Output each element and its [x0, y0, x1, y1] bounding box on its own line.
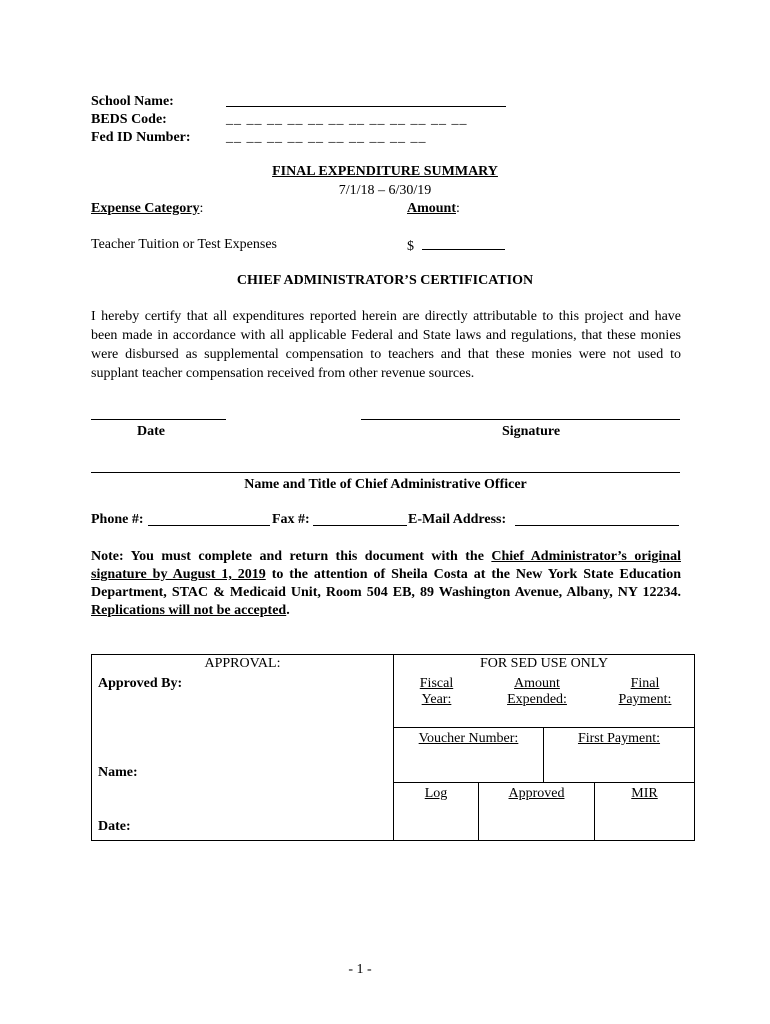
note-text-2: Chief Administrator’s original signature by August 1, 2019 — [91, 549, 681, 582]
note-text-3: to the attention of Sheila Costa at the New York State Education Department, STAC & Medicaid Unit, Room 504 EB, 89 Washington Avenue, Albany, NY 12234. — [91, 567, 681, 600]
note-text-4: Replications will not be accepted — [91, 603, 287, 618]
approval-cell — [92, 655, 394, 841]
summary-dates: 7/1/18 – 6/30/19 — [338, 183, 432, 198]
amount-field[interactable] — [422, 237, 505, 250]
sed-use-header: FOR SED USE ONLY — [479, 656, 609, 671]
approved-label: Approved — [508, 786, 565, 801]
name-title-label: Name and Title of Chief Administrative Officer — [244, 477, 527, 492]
summary-title: FINAL EXPENDITURE SUMMARY — [272, 164, 498, 179]
amount-colon: : — [456, 201, 460, 216]
voucher-number-label: Voucher Number: — [418, 731, 519, 746]
phone-field[interactable] — [148, 525, 270, 526]
log-label: Log — [424, 786, 448, 801]
final-line-1: Final — [630, 676, 660, 691]
sed-use-cell — [394, 655, 695, 728]
note-text-5: . — [286, 603, 290, 618]
phone-label: Phone #: — [91, 512, 144, 527]
fiscal-line-2: Year: — [421, 692, 452, 707]
fed-id-label: Fed ID Number: — [91, 130, 191, 145]
expense-category-label: Expense Category — [91, 201, 200, 216]
signature-line[interactable] — [361, 419, 680, 420]
first-payment-label: First Payment: — [577, 731, 661, 746]
signature-label: Signature — [501, 424, 561, 439]
fiscal-year-label — [394, 676, 479, 708]
date-line[interactable] — [91, 419, 226, 420]
amount-field-wrapper — [407, 237, 505, 255]
beds-code-label: BEDS Code: — [91, 112, 167, 127]
approved-by-label: Approved By: — [98, 676, 183, 691]
amount-line-2: Expended: — [507, 692, 567, 707]
fax-label: Fax #: — [272, 512, 310, 527]
final-line-2: Payment: — [618, 692, 672, 707]
amount-expended-label — [479, 676, 595, 708]
name-title-line[interactable] — [91, 472, 680, 473]
expense-category-header — [91, 201, 203, 217]
dollar-sign: $ — [407, 239, 414, 254]
certification-title: CHIEF ADMINISTRATOR’S CERTIFICATION — [236, 273, 534, 288]
final-payment-label — [595, 676, 695, 708]
first-payment-cell[interactable] — [544, 728, 695, 783]
voucher-cell[interactable] — [394, 728, 544, 783]
fiscal-line-1: Fiscal — [419, 676, 454, 691]
note-text-1: Note: You must complete and return this document with the — [91, 549, 492, 564]
certification-text: I hereby certify that all expenditures reported herein are directly attributable to this project and have been made in accordance with all applicable Federal and State laws and regulations, that these monies were disbursed as supplemental compensation to teachers and that these monies were not used to supplant teacher compensation received from other revenue sources. — [91, 309, 681, 381]
date-label: Date — [137, 424, 165, 439]
approval-name-label: Name: — [98, 765, 138, 780]
fed-id-field[interactable]: __ __ __ __ __ __ __ __ __ __ — [226, 130, 427, 145]
approved-cell[interactable] — [479, 783, 595, 841]
expense-category-colon: : — [199, 201, 204, 216]
mir-cell[interactable] — [595, 783, 695, 841]
school-name-field[interactable] — [226, 106, 506, 107]
approval-date-label: Date: — [98, 819, 131, 834]
log-cell[interactable] — [394, 783, 479, 841]
amount-header — [407, 201, 460, 217]
fax-field[interactable] — [313, 525, 407, 526]
amount-label: Amount — [407, 201, 457, 216]
page-number: - 1 - — [348, 962, 372, 977]
email-field[interactable] — [515, 525, 679, 526]
approval-header: APPROVAL: — [204, 656, 281, 671]
beds-code-field[interactable]: __ __ __ __ __ __ __ __ __ __ __ __ — [226, 112, 468, 127]
mir-label: MIR — [631, 786, 658, 801]
email-label: E-Mail Address: — [408, 512, 507, 527]
school-name-label: School Name: — [91, 94, 174, 109]
amount-line-1: Amount — [514, 676, 560, 691]
approval-table — [91, 654, 695, 841]
expense-row-label: Teacher Tuition or Test Expenses — [91, 237, 277, 252]
submission-note — [91, 548, 681, 620]
